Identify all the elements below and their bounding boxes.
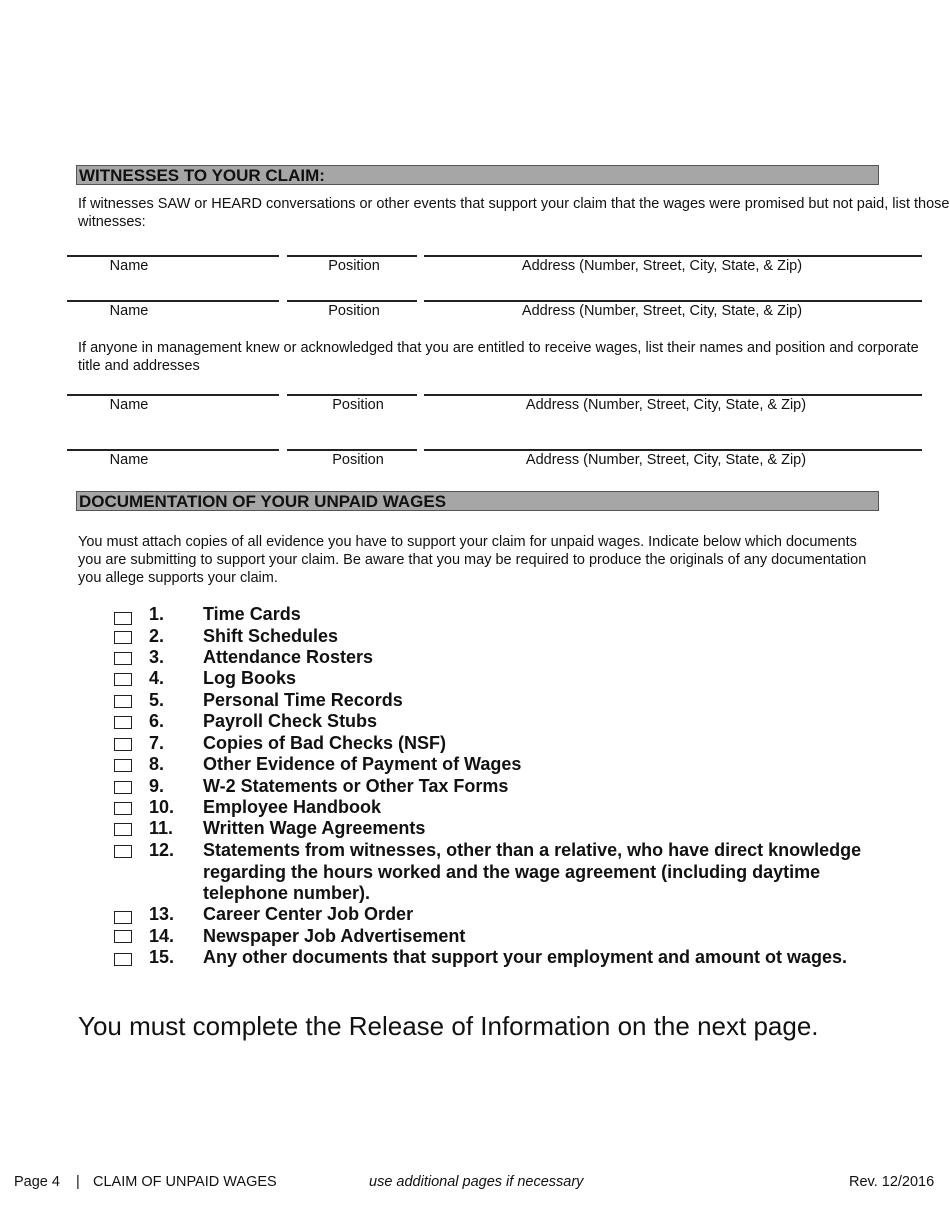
document-checkbox[interactable] [114, 631, 132, 644]
name-line[interactable] [67, 300, 279, 302]
item-number: 15. [149, 947, 175, 967]
item-number: 4. [149, 668, 165, 688]
address-label: Address (Number, Street, City, State, & Zip) [525, 452, 807, 468]
management-row-1 [0, 394, 950, 434]
document-checkbox[interactable] [114, 845, 132, 858]
footer-separator: | [76, 1174, 80, 1190]
name-line[interactable] [67, 394, 279, 396]
document-checkbox[interactable] [114, 781, 132, 794]
name-line[interactable] [67, 255, 279, 257]
position-label: Position [332, 452, 384, 468]
item-label: Statements from witnesses, other than a relative, who have direct knowledge regarding the hours worked and the wage agreement (including daytime telephone number). [203, 840, 862, 903]
name-line[interactable] [67, 449, 279, 451]
document-checkbox[interactable] [114, 911, 132, 924]
document-checkbox[interactable] [114, 673, 132, 686]
document-checkbox[interactable] [114, 823, 132, 836]
item-number: 9. [149, 776, 165, 796]
document-checkbox[interactable] [114, 612, 132, 625]
position-line[interactable] [287, 394, 417, 396]
position-line[interactable] [287, 300, 417, 302]
item-number: 1. [149, 604, 165, 624]
item-label: Employee Handbook [203, 797, 382, 817]
address-line[interactable] [424, 449, 922, 451]
witnesses-section-header: WITNESSES TO YOUR CLAIM: [76, 165, 879, 185]
item-number: 8. [149, 754, 165, 774]
document-checkbox[interactable] [114, 953, 132, 966]
position-line[interactable] [287, 449, 417, 451]
item-label: Newspaper Job Advertisement [203, 926, 466, 946]
document-checkbox[interactable] [114, 695, 132, 708]
address-label: Address (Number, Street, City, State, & Zip) [525, 397, 807, 413]
address-label: Address (Number, Street, City, State, & Zip) [521, 303, 803, 319]
documentation-section-header: DOCUMENTATION OF YOUR UNPAID WAGES [76, 491, 879, 511]
item-number: 3. [149, 647, 165, 667]
position-label: Position [332, 397, 384, 413]
management-intro: If anyone in management knew or acknowledged that you are entitled to receive wages, list their names and position and corporate title and addresses [78, 340, 919, 374]
witness-row-1 [0, 255, 950, 295]
footer-form-title: CLAIM OF UNPAID WAGES [93, 1174, 277, 1190]
name-label: Name [109, 303, 149, 319]
item-number: 7. [149, 733, 165, 753]
item-label: Time Cards [203, 604, 301, 624]
address-label: Address (Number, Street, City, State, & Zip) [521, 258, 803, 274]
item-label: Written Wage Agreements [203, 818, 426, 838]
address-line[interactable] [424, 255, 922, 257]
document-checkbox[interactable] [114, 802, 132, 815]
item-label: Career Center Job Order [203, 904, 414, 924]
documentation-intro: You must attach copies of all evidence you have to support your claim for unpaid wages. Indicate below which documents you are submitting to support your claim. Be aware that you may be required to produce the originals of any documentation you allege supports your claim. [78, 534, 867, 586]
item-label: Attendance Rosters [203, 647, 374, 667]
item-label: Shift Schedules [203, 626, 339, 646]
item-number: 12. [149, 840, 175, 860]
address-line[interactable] [424, 394, 922, 396]
item-number: 5. [149, 690, 165, 710]
position-label: Position [328, 303, 380, 319]
document-checkbox[interactable] [114, 716, 132, 729]
name-label: Name [109, 397, 149, 413]
item-number: 13. [149, 904, 175, 924]
witnesses-intro: If witnesses SAW or HEARD conversations or other events that support your claim that the wages were promised but not paid, list those witnesses: [78, 196, 950, 230]
position-label: Position [328, 258, 380, 274]
footer-revision: Rev. 12/2016 [849, 1174, 935, 1190]
item-label: Other Evidence of Payment of Wages [203, 754, 522, 774]
position-line[interactable] [287, 255, 417, 257]
name-label: Name [109, 258, 149, 274]
management-row-2 [0, 449, 950, 489]
item-label: W-2 Statements or Other Tax Forms [203, 776, 509, 796]
item-label: Any other documents that support your employment and amount ot wages. [203, 947, 848, 967]
footer-page-number: Page 4 [14, 1174, 60, 1190]
name-label: Name [109, 452, 149, 468]
item-label: Payroll Check Stubs [203, 711, 378, 731]
document-checkbox[interactable] [114, 759, 132, 772]
item-number: 2. [149, 626, 165, 646]
footer-note: use additional pages if necessary [369, 1174, 584, 1190]
document-checkbox[interactable] [114, 738, 132, 751]
item-number: 11. [149, 818, 174, 838]
address-line[interactable] [424, 300, 922, 302]
release-of-information-note: You must complete the Release of Information on the next page. [78, 1011, 819, 1041]
item-number: 10. [149, 797, 175, 817]
item-label: Personal Time Records [203, 690, 403, 710]
item-label: Copies of Bad Checks (NSF) [203, 733, 447, 753]
document-checkbox[interactable] [114, 930, 132, 943]
item-number: 6. [149, 711, 165, 731]
document-checkbox[interactable] [114, 652, 132, 665]
item-label: Log Books [203, 668, 296, 688]
witness-row-2 [0, 300, 950, 340]
item-number: 14. [149, 926, 175, 946]
